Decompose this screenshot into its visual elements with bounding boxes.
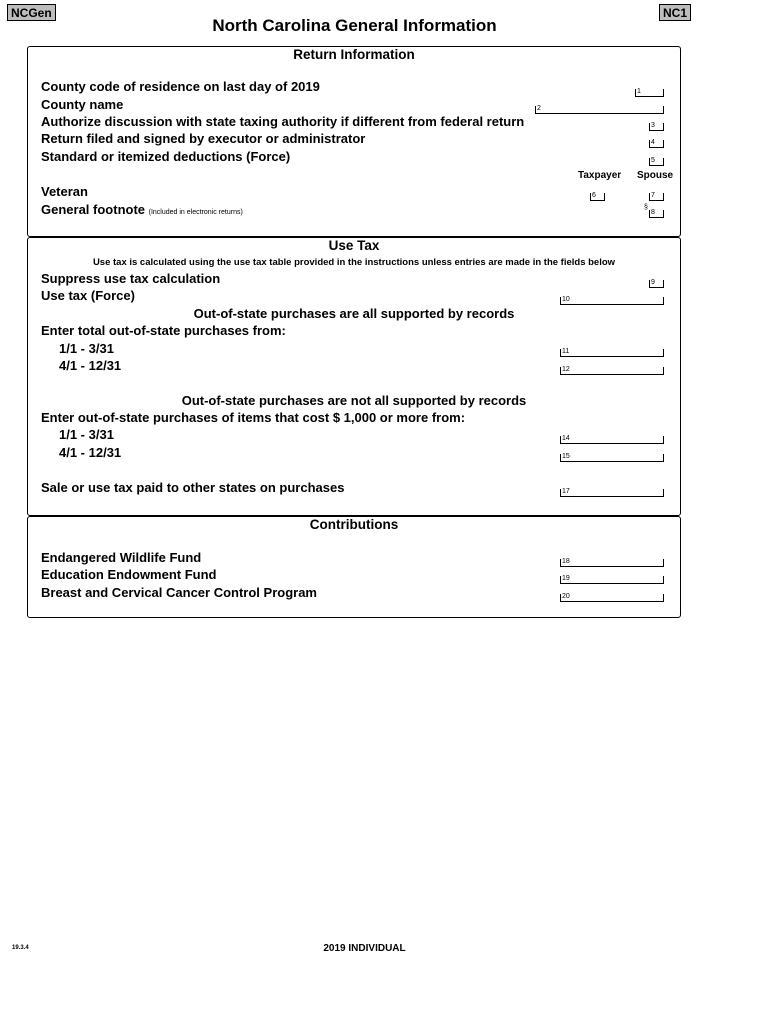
taxpayer-column-header: Taxpayer	[578, 170, 622, 181]
general-footnote-text: General footnote	[41, 202, 146, 217]
form-number-tag: NC1	[659, 4, 691, 21]
supported-records-heading: Out-of-state purchases are all supported by records	[193, 306, 515, 321]
field-5-deductions[interactable]: 5	[649, 158, 664, 166]
county-code-label	[41, 79, 320, 94]
contributions-heading: Contributions	[309, 517, 399, 532]
field-15-period-4[interactable]: 15	[560, 454, 664, 462]
period-4-label: 4/1 - 12/31	[59, 445, 122, 460]
county-code-label-text: County code of residence on last day of	[41, 79, 288, 94]
suppress-use-tax-label: Suppress use tax calculation	[41, 271, 221, 286]
executor-label: Return filed and signed by executor or administrator	[41, 131, 366, 146]
form-footer-label: 2019 INDIVIDUAL	[323, 943, 406, 954]
period-1-label: 1/1 - 3/31	[59, 341, 114, 356]
period-3-label: 1/1 - 3/31	[59, 427, 114, 442]
field-7-veteran-spouse[interactable]: 7	[649, 193, 664, 201]
version-number: 19.3.4	[12, 945, 29, 951]
field-10-use-tax-force[interactable]: 10	[560, 297, 664, 305]
field-4-executor[interactable]: 4	[649, 140, 664, 148]
use-tax-note: Use tax is calculated using the use tax table provided in the instructions unless entries are made in the fields below	[92, 257, 616, 268]
enter-total-purchases-label: Enter total out-of-state purchases from:	[41, 323, 286, 338]
general-footnote-note: (Included in electronic returns)	[148, 209, 243, 216]
general-footnote-label	[41, 202, 243, 217]
field-6-veteran-taxpayer[interactable]: 6	[590, 193, 605, 201]
other-states-tax-label: Sale or use tax paid to other states on purchases	[41, 480, 345, 495]
period-2-label: 4/1 - 12/31	[59, 358, 122, 373]
cancer-program-label: Breast and Cervical Cancer Control Program	[41, 585, 317, 600]
spouse-column-header: Spouse	[637, 170, 674, 181]
form-code-tag: NCGen	[7, 4, 56, 21]
field-20-cancer-program[interactable]: 20	[560, 594, 664, 602]
page-title: North Carolina General Information	[212, 16, 497, 35]
field-14-period-3[interactable]: 14	[560, 436, 664, 444]
education-fund-label: Education Endowment Fund	[41, 567, 217, 582]
field-2-county-name[interactable]: 2	[535, 106, 664, 114]
footnote-symbol: §	[644, 204, 648, 211]
county-code-year: 2019	[290, 79, 320, 94]
field-1-county-code[interactable]: 1	[635, 89, 664, 97]
return-information-heading: Return Information	[293, 47, 415, 62]
not-supported-records-heading: Out-of-state purchases are not all supported by records	[181, 393, 527, 408]
field-8-footnote[interactable]: 8	[649, 210, 664, 218]
wildlife-fund-label: Endangered Wildlife Fund	[41, 550, 202, 565]
use-tax-heading: Use Tax	[328, 238, 380, 253]
deductions-label: Standard or itemized deductions (Force)	[41, 149, 291, 164]
field-12-period-2[interactable]: 12	[560, 367, 664, 375]
field-9-suppress[interactable]: 9	[649, 280, 664, 288]
field-19-education[interactable]: 19	[560, 576, 664, 584]
field-11-period-1[interactable]: 11	[560, 349, 664, 357]
field-18-wildlife[interactable]: 18	[560, 559, 664, 567]
county-name-label: County name	[41, 97, 124, 112]
enter-items-label: Enter out-of-state purchases of items that cost $ 1,000 or more from:	[41, 410, 466, 425]
field-3-authorize[interactable]: 3	[649, 123, 664, 131]
field-17-other-states[interactable]: 17	[560, 489, 664, 497]
use-tax-force-label: Use tax (Force)	[41, 288, 135, 303]
authorize-discussion-label: Authorize discussion with state taxing authority if different from federal return	[41, 114, 525, 129]
veteran-label: Veteran	[41, 184, 88, 199]
